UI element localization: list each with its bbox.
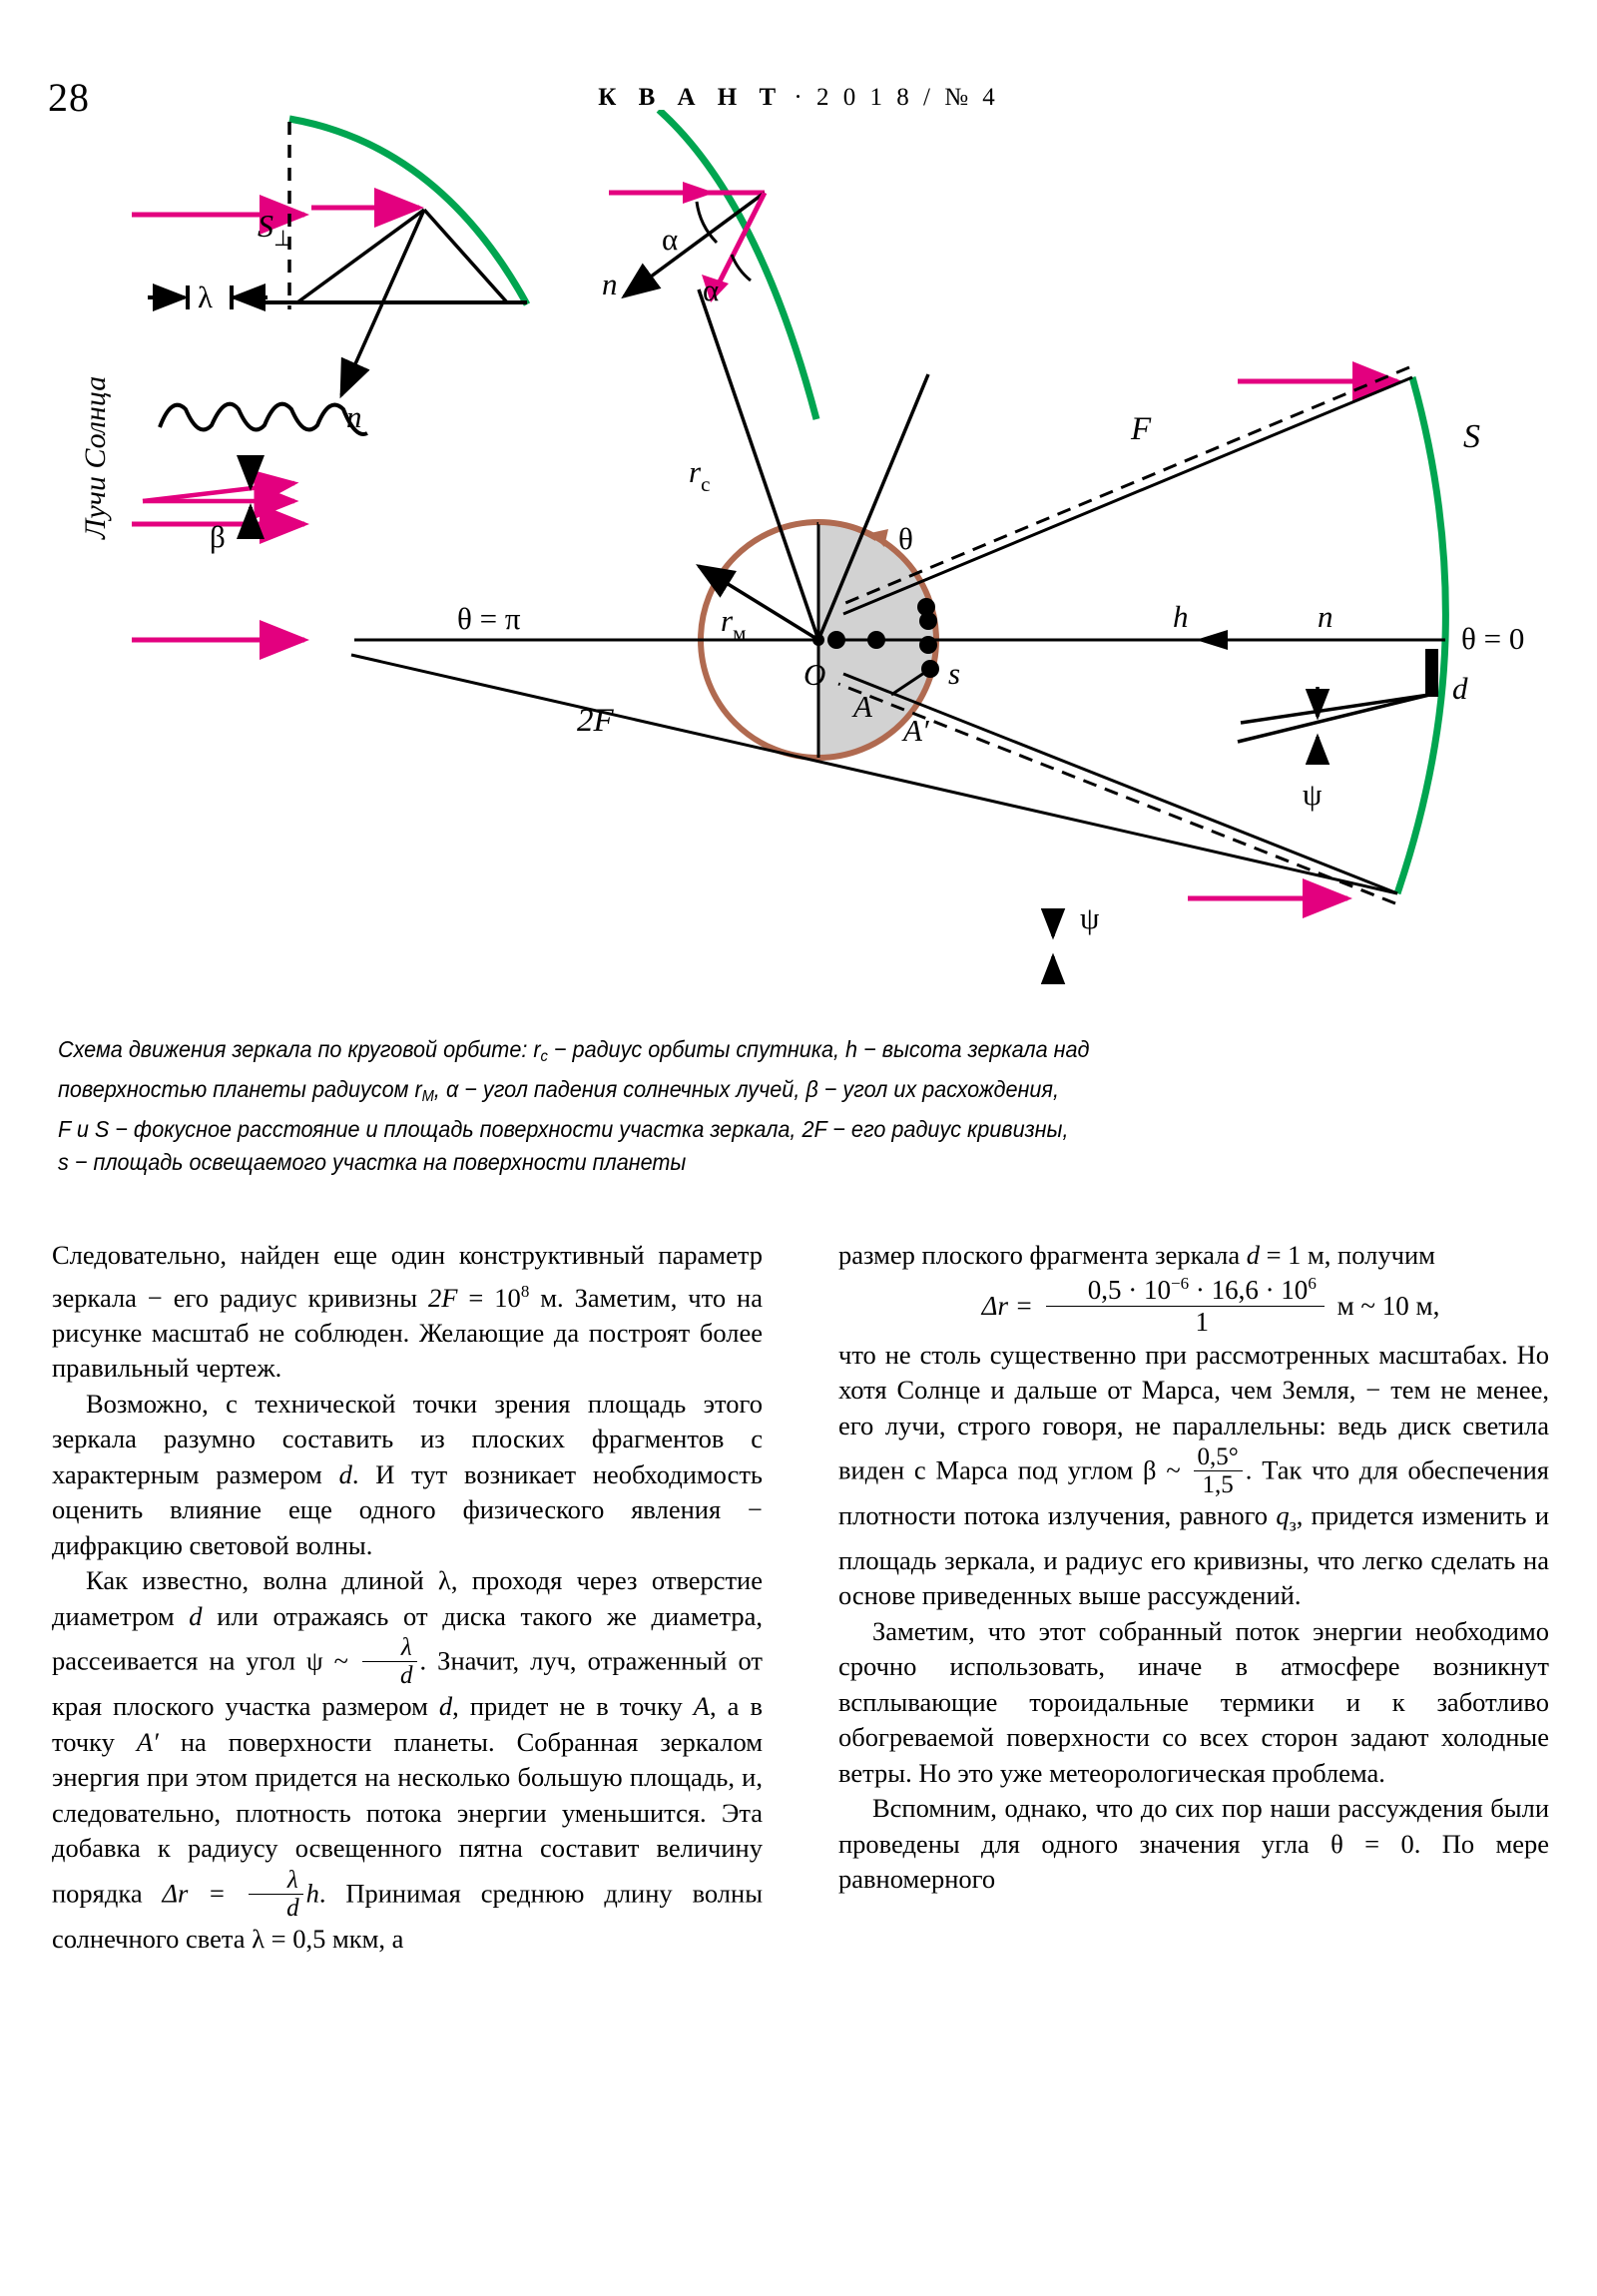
r-p1-text-a: размер плоского фрагмента зеркала <box>838 1240 1247 1270</box>
eq-num-exp2: 6 <box>1308 1273 1317 1293</box>
p3-fraction-2 <box>249 1867 303 1922</box>
theta-pi-label: θ = π <box>457 601 521 636</box>
r-p1-text-b: = 1 м, получим <box>1259 1240 1435 1270</box>
eq-numerator <box>1046 1274 1325 1306</box>
s-perp-label: $S_\perp$ <box>258 208 293 251</box>
theta-zero-label: θ = 0 <box>1461 621 1525 656</box>
alpha-label-2: α <box>703 273 720 307</box>
caption-line1-b: − радиус орбиты спутника, h − высота зеркала над <box>547 1036 1090 1062</box>
ray-arrowhead-upper-right <box>683 182 715 204</box>
paragraph-right-4 <box>838 1791 1549 1898</box>
mirror-arc-upper-left <box>289 119 527 304</box>
lambda-label: λ <box>198 280 214 314</box>
r-p2-q: q <box>1276 1500 1290 1531</box>
h-label: h <box>1173 599 1189 634</box>
wave-curve <box>160 404 367 434</box>
eq-denominator: 1 <box>1046 1306 1325 1338</box>
d-label: d <box>1452 671 1468 706</box>
r-p2-beta: β ~ <box>1143 1454 1191 1485</box>
point-dot-s-top2 <box>919 612 937 630</box>
r-p4-theta: θ = 0 <box>1331 1828 1414 1859</box>
a-label: A <box>853 689 872 724</box>
r-p2-text-a: что не столь существенно при рассмотренных масштабах. Но хотя Солнце и дальше от Марса, чем Земля, − тем не менее, его лучи, строго говоря, не параллельны: ведь диск светила виден с Марса под углом <box>838 1339 1549 1485</box>
right-mirror-group <box>836 367 1524 980</box>
caption-line2-sub: М <box>421 1088 434 1105</box>
p3-text-h: на поверхности планеты. Собранная зеркалом энергия при этом придется на несколько большую площадь, и, следовательно, плотность потока энергии уменьшится. Эта добавка к радиусу освещенного пятна составит величину порядка <box>52 1726 764 1909</box>
eq-num-exp1: −6 <box>1170 1273 1190 1293</box>
p3-frac1-den: d <box>362 1661 417 1689</box>
p3-psi: ψ ~ <box>306 1645 360 1676</box>
p3-text-i: . Принимая среднюю длину волны солнечного света <box>52 1878 764 1954</box>
s-small-label: s <box>948 656 961 691</box>
r-p2-fraction <box>1194 1443 1243 1498</box>
page-header <box>0 40 1597 120</box>
psi-label-right: ψ <box>1303 777 1323 812</box>
paragraph-left-2 <box>52 1387 763 1564</box>
p3-d-2: d <box>438 1691 453 1722</box>
a-prime-label: A′ <box>903 713 929 748</box>
r-p2-q-sub: з <box>1289 1514 1297 1535</box>
point-dot-axis-2 <box>867 631 885 649</box>
p1-text-b: м. Заметим, что на рисунке масштаб не соблюден. Желающие да построят более правильный чертеж. <box>52 1282 763 1384</box>
figure-diagram <box>0 110 1597 1038</box>
caption-line-4: s − площадь освещаемого участка на поверхности планеты <box>58 1149 687 1175</box>
p3-frac1-num: λ <box>400 1634 412 1662</box>
converging-ray-top <box>843 377 1412 614</box>
p3-frac2-num: λ <box>286 1866 298 1894</box>
p3-text-g: , а в точку <box>52 1691 763 1757</box>
eq-fraction <box>1046 1274 1325 1338</box>
eq-num-b: · 16,6 · 10 <box>1189 1274 1309 1305</box>
beta-ray-upper <box>143 483 294 501</box>
n-label-right: n <box>1318 599 1333 634</box>
paragraph-right-1 <box>838 1238 1549 1274</box>
body-columns <box>52 1238 1549 2266</box>
o-label: O <box>803 657 826 692</box>
p3-delta-r: Δr = <box>162 1878 247 1909</box>
p1-text-a: Следовательно, найден еще один конструктивный параметр зеркала − его радиус кривизны <box>52 1240 763 1313</box>
caption-line-2 <box>58 1073 1407 1113</box>
p2-math-d: d <box>338 1458 352 1489</box>
p3-d-1: d <box>189 1600 203 1631</box>
caption-line-3: F и S − фокусное расстояние и площадь поверхности участка зеркала, 2F − его радиус кривизны, <box>58 1116 1069 1142</box>
p3-point-a-prime: A′ <box>136 1726 159 1757</box>
caption-line2-b: , α − угол падения солнечных лучей, β − угол их расхождения, <box>433 1076 1059 1102</box>
p2-text-b: . И тут возникает необходимость оценить влияние еще одного физического явления − дифракцию световой волны. <box>52 1458 764 1560</box>
p3-fraction-1 <box>362 1634 417 1689</box>
sun-rays-label: Лучи Солнца <box>79 375 112 539</box>
upper-left-mirror-group <box>258 119 527 434</box>
two-f-label: 2F <box>577 703 614 739</box>
r-p1-d: d <box>1246 1240 1260 1270</box>
alpha-label-1: α <box>662 222 679 257</box>
eq-lhs: Δr = <box>981 1290 1040 1321</box>
big-f-label: F <box>1131 411 1152 447</box>
caption-line-1 <box>58 1033 1407 1073</box>
p3-point-a: A <box>693 1691 710 1722</box>
r-p2-text-b: . Так что для обеспечения плотности потока излучения, равного <box>838 1454 1549 1531</box>
caption-line1-a: Схема движения зеркала по круговой орбите: r <box>58 1036 541 1062</box>
right-column <box>838 1238 1549 1898</box>
p3-text-e: . Значит, луч, отраженный от края плоского участка размером <box>52 1645 763 1722</box>
p2-text-a: Возможно, с технической точки зрения площадь этого зеркала разумно составить из плоских фрагментов с характерным размером <box>52 1388 763 1489</box>
big-s-label: S <box>1463 418 1480 455</box>
dashed-ray-top <box>838 367 1409 606</box>
h-axis-arrowhead <box>1196 630 1228 650</box>
sun-rays-group <box>79 215 367 554</box>
r-c-label: $r_с$ <box>689 454 711 496</box>
mirror-arc-right <box>1397 377 1445 893</box>
paragraph-right-3: Заметим, что этот собранный поток энергии необходимо срочно использовать, иначе в атмосфере возникнут всплывающие тороидальные термики и к заботливо обогреваемой поверхности со всех сторон задают холодные ветры. Но это уже метеорологическая проблема. <box>838 1615 1549 1788</box>
point-dot-a <box>919 636 937 654</box>
point-dot-axis-1 <box>827 631 845 649</box>
psi-label-left: ψ <box>1080 900 1100 935</box>
n-label-upper-left: n <box>346 399 362 434</box>
theta-label: θ <box>898 521 913 556</box>
journal-name: К В А Н Т <box>598 84 785 111</box>
p3-text-c: или отражаясь от диска такого же диаметра, рассеивается на угол <box>52 1600 763 1676</box>
r-m-label: $r_м$ <box>721 603 747 645</box>
p3-h-var: h <box>305 1878 319 1909</box>
r-p2-frac-den: 1,5 <box>1194 1470 1243 1498</box>
display-equation <box>838 1274 1549 1338</box>
r-p4-text-a: Вспомним, однако, что до сих пор наши рассуждения были проведены для одного значения угла <box>838 1793 1549 1859</box>
p3-text-f: , придет не в точку <box>452 1691 694 1722</box>
r-p4-text-b: . По мере равномерного <box>838 1828 1550 1895</box>
eq-num-a: 0,5 · 10 <box>1087 1274 1171 1305</box>
paragraph-left-1 <box>52 1238 763 1387</box>
normal-arrow-upper-right <box>624 193 765 296</box>
r-p2-frac-num: 0,5° <box>1197 1443 1239 1471</box>
d-segment <box>1425 649 1438 697</box>
p1-math-2f: 2F <box>428 1282 458 1313</box>
reflected-ray-upper-right <box>715 193 765 291</box>
p3-lambda-2: λ <box>252 1923 266 1954</box>
issue-label: 2 0 1 8 / № 4 <box>816 84 999 111</box>
r-p2-text-c: , придется изменить и площадь зеркала, и радиус его кривизны, что легко сделать на основе приведенных выше рассуждений. <box>838 1500 1549 1611</box>
p3-frac2-den: d <box>249 1894 303 1922</box>
paragraph-right-2 <box>838 1338 1549 1614</box>
beta-label: β <box>210 519 226 554</box>
figure-caption <box>58 1033 1407 1179</box>
header-separator: · <box>794 84 806 111</box>
n-label-upper-right: n <box>602 267 618 301</box>
caption-line2-a: поверхностью планеты радиусом r <box>58 1076 422 1102</box>
p1-math-eq: = 10 <box>457 1282 521 1313</box>
upper-right-mirror-group <box>602 110 816 419</box>
left-column <box>52 1238 763 1957</box>
eq-tail: м ~ 10 м, <box>1330 1290 1440 1321</box>
paragraph-left-3 <box>52 1563 763 1957</box>
p3-lambda: λ <box>438 1565 451 1596</box>
p1-math-exp: 8 <box>520 1281 530 1301</box>
caption-line1-sub: с <box>540 1048 548 1065</box>
running-title <box>0 84 1597 112</box>
alpha-arc-2 <box>732 255 751 281</box>
page-number: 28 <box>48 75 90 120</box>
p3-text-b: , проходя через отверстие диаметром <box>52 1565 763 1631</box>
p3-text-j: = 0,5 мкм, а <box>265 1923 404 1954</box>
p3-text-a: Как известно, волна длиной <box>86 1565 439 1596</box>
